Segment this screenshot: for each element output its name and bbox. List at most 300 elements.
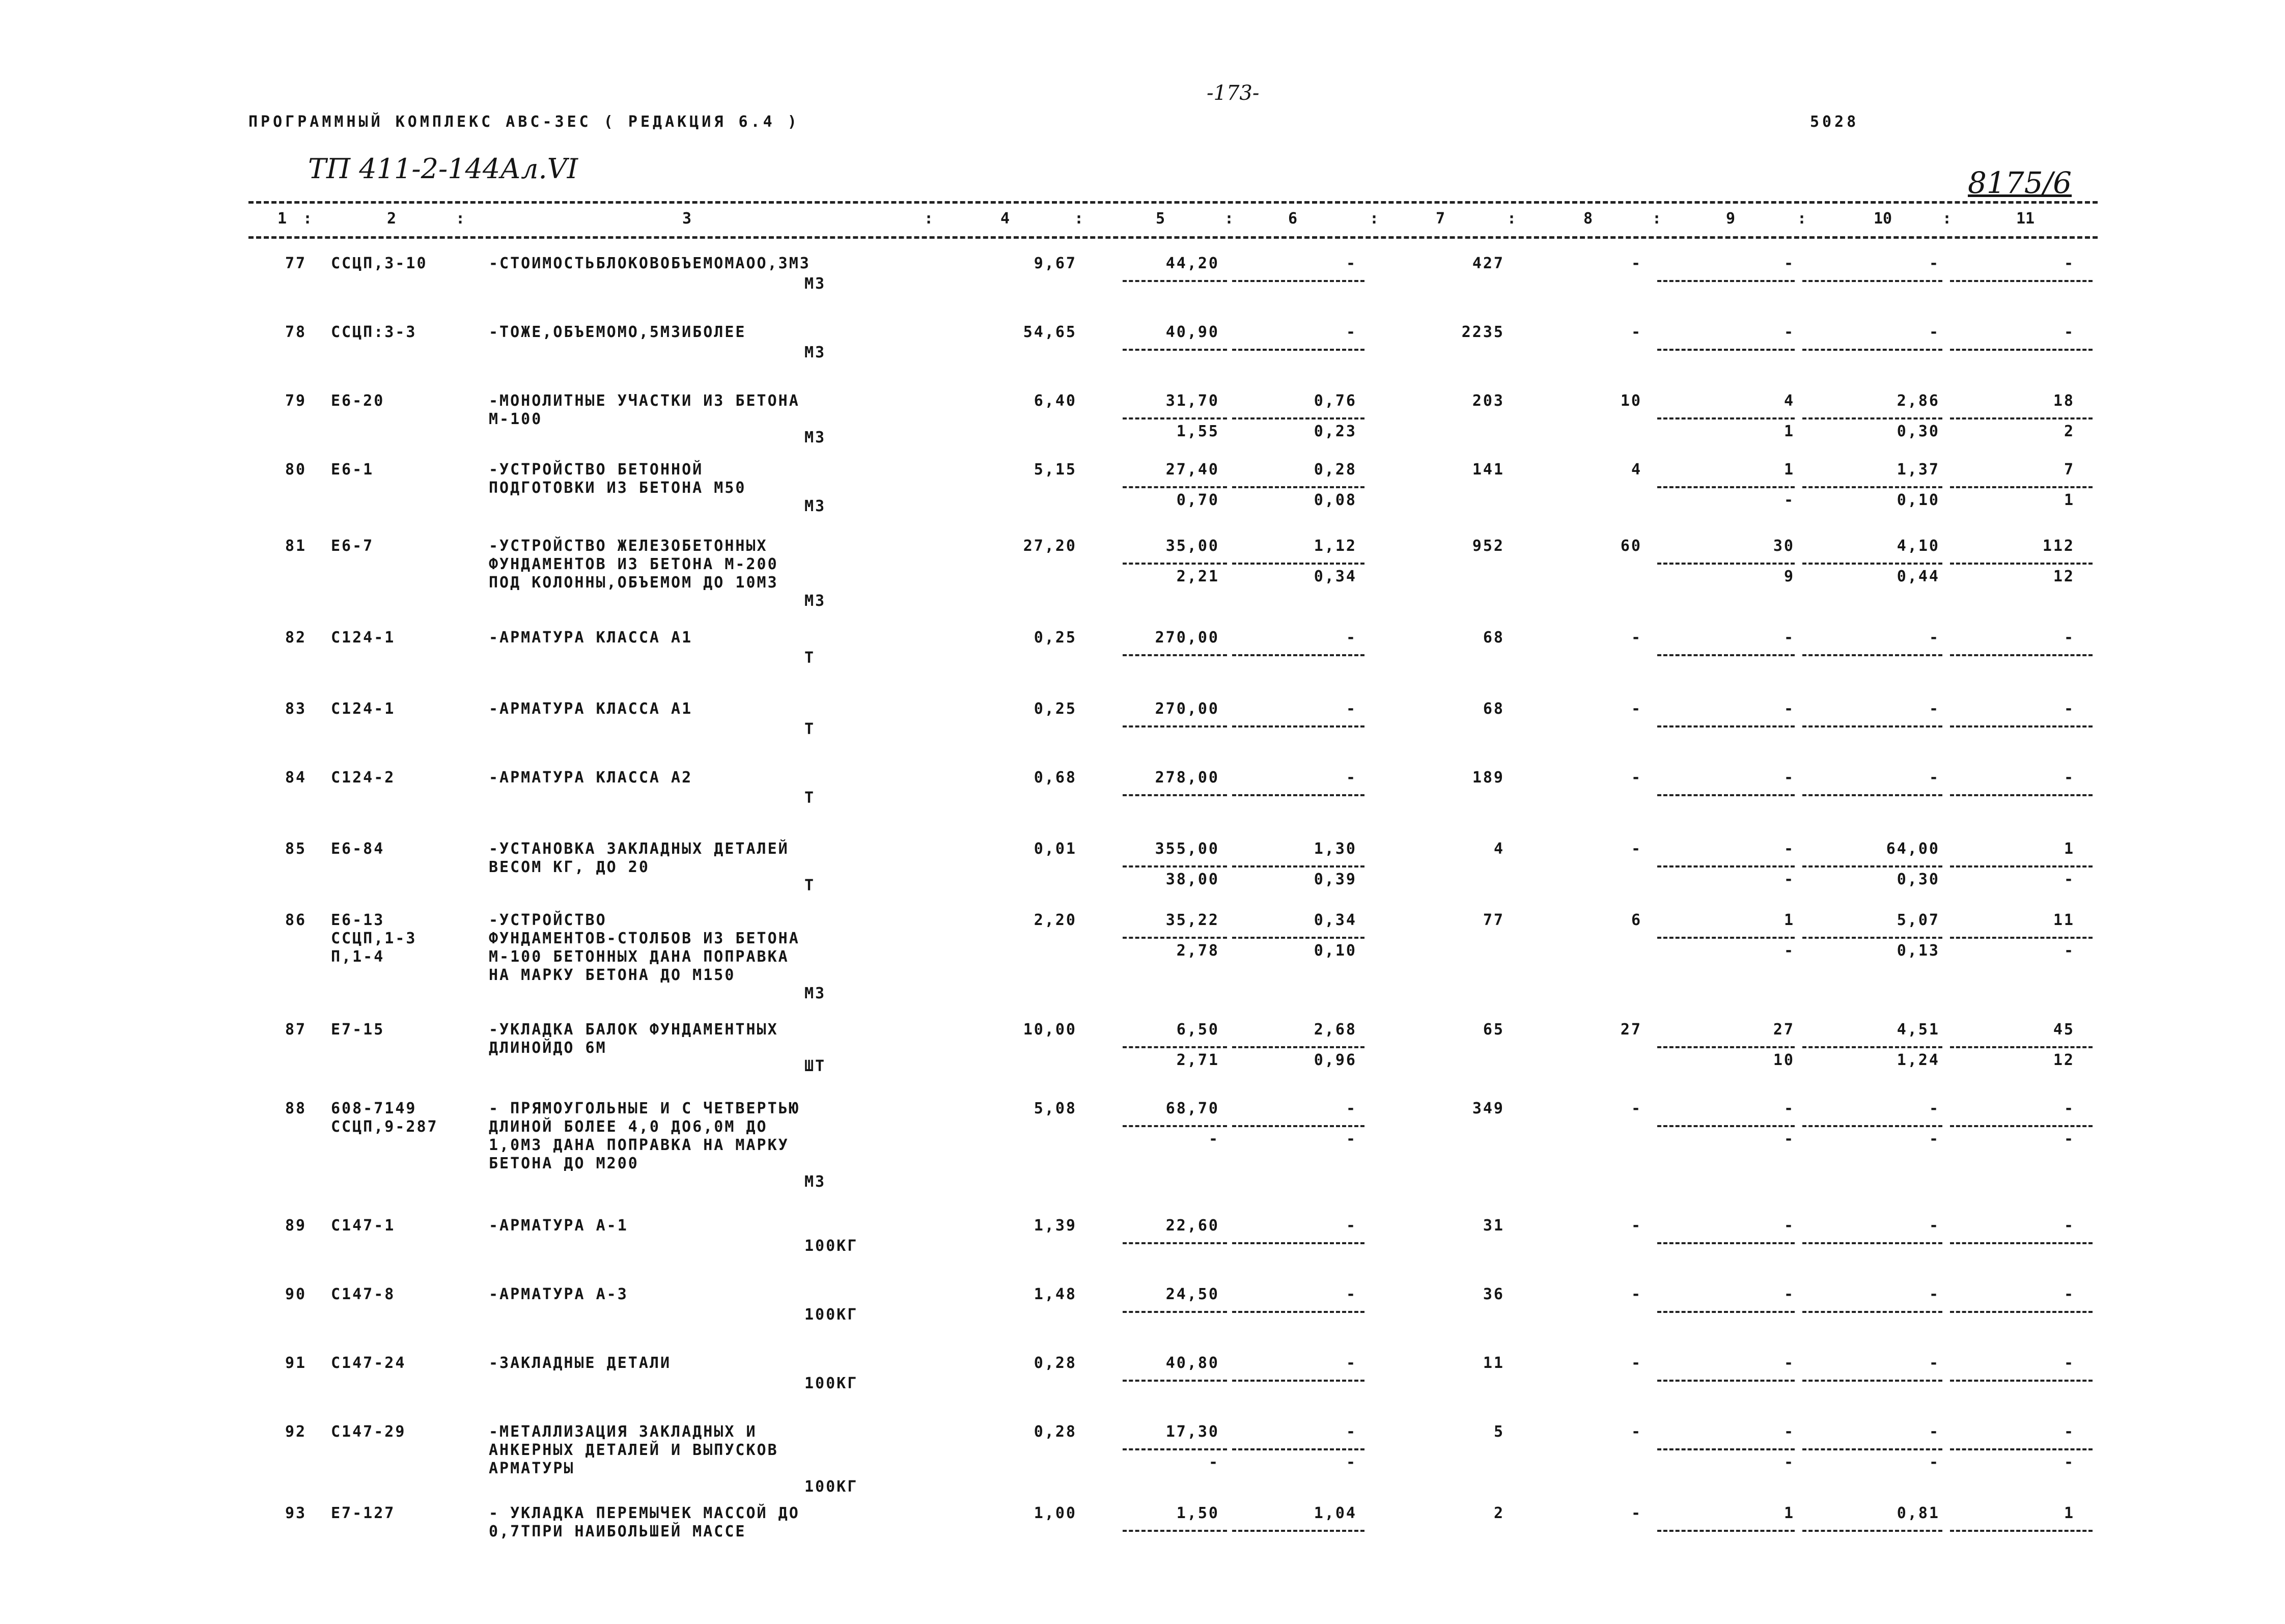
resource-code: ССЦП,1-3 bbox=[331, 930, 417, 947]
cell-c9b: - bbox=[1784, 1453, 1795, 1471]
cell-c9b: - bbox=[1784, 491, 1795, 509]
unit-of-measure: М3 bbox=[804, 592, 826, 610]
value-underline bbox=[1950, 1380, 2093, 1382]
row-number: 82 bbox=[285, 629, 307, 647]
work-description: -УКЛАДКА БАЛОК ФУНДАМЕНТНЫХ bbox=[489, 1021, 778, 1039]
cell-c6b: 0,08 bbox=[1314, 491, 1357, 509]
resource-code: С147-29 bbox=[331, 1423, 406, 1441]
cell-c7: 36 bbox=[1483, 1285, 1504, 1303]
cell-c10: 4,10 bbox=[1897, 537, 1940, 555]
value-underline bbox=[1950, 1046, 2093, 1048]
value-underline bbox=[1232, 725, 1364, 727]
unit-of-measure: 100КГ bbox=[804, 1237, 858, 1255]
cell-c9: - bbox=[1784, 323, 1795, 341]
value-underline bbox=[1802, 1530, 1942, 1532]
row-number: 81 bbox=[285, 537, 307, 555]
job-code: 5028 bbox=[1810, 113, 1859, 131]
value-underline bbox=[1123, 1046, 1227, 1048]
value-underline bbox=[1232, 563, 1364, 565]
value-underline bbox=[1657, 794, 1795, 796]
cell-c6: 1,30 bbox=[1314, 840, 1357, 858]
work-description: М-100 БЕТОННЫХ ДАНА ПОПРАВКА bbox=[489, 948, 789, 966]
cell-c7: 2235 bbox=[1461, 323, 1504, 341]
value-underline bbox=[1802, 1380, 1942, 1382]
work-description: -УСТРОЙСТВО БЕТОННОЙ bbox=[489, 461, 704, 479]
unit-of-measure: Т bbox=[804, 720, 816, 738]
cell-c9: - bbox=[1784, 1285, 1795, 1303]
cell-c10b: 0,30 bbox=[1897, 871, 1940, 888]
cell-c10: - bbox=[1929, 1285, 1940, 1303]
unit-of-measure: 100КГ bbox=[804, 1478, 858, 1496]
column-number: 3 bbox=[682, 210, 692, 228]
header-rule-bottom bbox=[248, 236, 2098, 239]
column-number: 2 bbox=[387, 210, 397, 228]
column-separator: : bbox=[303, 210, 313, 228]
column-number: 9 bbox=[1726, 210, 1736, 228]
column-number: 1 bbox=[277, 210, 287, 228]
work-description: ПОДГОТОВКИ ИЗ БЕТОНА М50 bbox=[489, 479, 746, 497]
cell-c4: 0,25 bbox=[1034, 629, 1077, 647]
cell-c6: - bbox=[1346, 323, 1357, 341]
column-number: 6 bbox=[1288, 210, 1298, 228]
cell-c7: 68 bbox=[1483, 700, 1504, 718]
unit-of-measure: Т bbox=[804, 649, 816, 667]
cell-c7: 427 bbox=[1472, 255, 1504, 272]
cell-c5: 27,40 bbox=[1165, 461, 1219, 479]
row-number: 88 bbox=[285, 1100, 307, 1117]
cell-c4: 6,40 bbox=[1034, 392, 1077, 410]
value-underline bbox=[1232, 654, 1364, 656]
column-separator: : bbox=[456, 210, 465, 228]
value-underline bbox=[1657, 563, 1795, 565]
value-underline bbox=[1657, 280, 1795, 282]
resource-code: С147-24 bbox=[331, 1354, 406, 1372]
column-separator: : bbox=[1942, 210, 1952, 228]
work-description: М-100 bbox=[489, 410, 543, 428]
value-underline bbox=[1657, 1530, 1795, 1532]
resource-code: Е7-15 bbox=[331, 1021, 385, 1039]
cell-c7: 11 bbox=[1483, 1354, 1504, 1372]
cell-c4: 2,20 bbox=[1034, 911, 1077, 929]
cell-c11b: - bbox=[2064, 1130, 2075, 1148]
value-underline bbox=[1657, 1242, 1795, 1244]
value-underline bbox=[1232, 349, 1364, 351]
cell-c4: 9,67 bbox=[1034, 255, 1077, 272]
cell-c8: - bbox=[1631, 769, 1642, 787]
work-description: -УСТРОЙСТВО ЖЕЛЕЗОБЕТОННЫХ bbox=[489, 537, 768, 555]
work-description: -АРМАТУРА КЛАССА А1 bbox=[489, 629, 693, 647]
cell-c4: 10,00 bbox=[1023, 1021, 1077, 1039]
unit-of-measure: 100КГ bbox=[804, 1306, 858, 1324]
cell-c10: - bbox=[1929, 1100, 1940, 1117]
cell-c5b: 2,78 bbox=[1176, 942, 1219, 960]
value-underline bbox=[1232, 1380, 1364, 1382]
cell-c6: - bbox=[1346, 1217, 1357, 1235]
resource-code: Е6-7 bbox=[331, 537, 374, 555]
value-underline bbox=[1657, 486, 1795, 488]
cell-c9: - bbox=[1784, 700, 1795, 718]
cell-c5b: 2,71 bbox=[1176, 1051, 1219, 1069]
row-number: 83 bbox=[285, 700, 307, 718]
unit-of-measure: М3 bbox=[804, 344, 826, 361]
cell-c10: 4,51 bbox=[1897, 1021, 1940, 1039]
work-description: -МЕТАЛЛИЗАЦИЯ ЗАКЛАДНЫХ И bbox=[489, 1423, 757, 1441]
value-underline bbox=[1802, 486, 1942, 488]
cell-c8: 10 bbox=[1620, 392, 1642, 410]
unit-of-measure: Т bbox=[804, 877, 816, 894]
cell-c5: 270,00 bbox=[1155, 629, 1219, 647]
resource-code: Е6-1 bbox=[331, 461, 374, 479]
cell-c11b: 12 bbox=[2053, 568, 2075, 585]
work-description: АРМАТУРЫ bbox=[489, 1460, 575, 1477]
cell-c9: - bbox=[1784, 1217, 1795, 1235]
resource-code: Е6-13 bbox=[331, 911, 385, 929]
unit-of-measure: Т bbox=[804, 789, 816, 807]
value-underline bbox=[1657, 1380, 1795, 1382]
cell-c6: - bbox=[1346, 1423, 1357, 1441]
cell-c8: - bbox=[1631, 1423, 1642, 1441]
cell-c11: 1 bbox=[2064, 840, 2075, 858]
cell-c10: - bbox=[1929, 629, 1940, 647]
cell-c11b: - bbox=[2064, 871, 2075, 888]
cell-c6: - bbox=[1346, 1354, 1357, 1372]
value-underline bbox=[1802, 865, 1942, 867]
cell-c8: - bbox=[1631, 1217, 1642, 1235]
column-number: 4 bbox=[1000, 210, 1010, 228]
cell-c9: 1 bbox=[1784, 461, 1795, 479]
cell-c6b: 0,34 bbox=[1314, 568, 1357, 585]
cell-c9: - bbox=[1784, 1423, 1795, 1441]
cell-c4: 0,68 bbox=[1034, 769, 1077, 787]
cell-c6: - bbox=[1346, 255, 1357, 272]
cell-c8: - bbox=[1631, 1285, 1642, 1303]
cell-c5: 355,00 bbox=[1155, 840, 1219, 858]
cell-c9: 27 bbox=[1773, 1021, 1795, 1039]
header-rule-top bbox=[248, 201, 2098, 204]
cell-c10b: - bbox=[1929, 1130, 1940, 1148]
column-number: 11 bbox=[2016, 210, 2035, 228]
cell-c10: - bbox=[1929, 1217, 1940, 1235]
cell-c6b: - bbox=[1346, 1130, 1357, 1148]
cell-c10: - bbox=[1929, 1423, 1940, 1441]
work-description: БЕТОНА ДО М200 bbox=[489, 1155, 639, 1172]
cell-c4: 0,28 bbox=[1034, 1423, 1077, 1441]
work-description: ДЛИНОЙ БОЛЕЕ 4,0 ДО6,0М ДО bbox=[489, 1118, 768, 1136]
row-number: 93 bbox=[285, 1504, 307, 1522]
cell-c11: - bbox=[2064, 769, 2075, 787]
cell-c8: - bbox=[1631, 1100, 1642, 1117]
cell-c11: 112 bbox=[2042, 537, 2075, 555]
cell-c7: 5 bbox=[1493, 1423, 1504, 1441]
cell-c9b: - bbox=[1784, 942, 1795, 960]
value-underline bbox=[1950, 349, 2093, 351]
column-number-row bbox=[248, 210, 2098, 230]
cell-c5: 17,30 bbox=[1165, 1423, 1219, 1441]
resource-code: 608-7149 bbox=[331, 1100, 417, 1117]
cell-c6b: 0,23 bbox=[1314, 423, 1357, 440]
cell-c7: 2 bbox=[1493, 1504, 1504, 1522]
value-underline bbox=[1232, 794, 1364, 796]
cell-c5: 68,70 bbox=[1165, 1100, 1219, 1117]
unit-of-measure: М3 bbox=[804, 497, 826, 515]
value-underline bbox=[1123, 794, 1227, 796]
cell-c11b: - bbox=[2064, 1453, 2075, 1471]
value-underline bbox=[1950, 937, 2093, 939]
cell-c8: - bbox=[1631, 1354, 1642, 1372]
work-description: ФУНДАМЕНТОВ-СТОЛБОВ ИЗ БЕТОНА bbox=[489, 930, 800, 947]
value-underline bbox=[1123, 1448, 1227, 1450]
row-number: 89 bbox=[285, 1217, 307, 1235]
value-underline bbox=[1950, 1530, 2093, 1532]
unit-of-measure: 100КГ bbox=[804, 1375, 858, 1392]
cell-c11: 45 bbox=[2053, 1021, 2075, 1039]
value-underline bbox=[1123, 1380, 1227, 1382]
page-number: -173- bbox=[1207, 81, 1260, 105]
cell-c7: 65 bbox=[1483, 1021, 1504, 1039]
cell-c7: 68 bbox=[1483, 629, 1504, 647]
cell-c4: 5,08 bbox=[1034, 1100, 1077, 1117]
unit-of-measure: М3 bbox=[804, 1173, 826, 1191]
value-underline bbox=[1802, 1046, 1942, 1048]
work-description: 1,0М3 ДАНА ПОПРАВКА НА МАРКУ bbox=[489, 1136, 789, 1154]
cell-c6: - bbox=[1346, 1285, 1357, 1303]
cell-c10: - bbox=[1929, 255, 1940, 272]
cell-c11: 18 bbox=[2053, 392, 2075, 410]
cell-c7: 189 bbox=[1472, 769, 1504, 787]
work-description: -СТОИМОСТЬБЛОКОВОБЪЕМОМАОО,3М3 bbox=[489, 255, 811, 272]
column-separator: : bbox=[1507, 210, 1517, 228]
cell-c9b: - bbox=[1784, 871, 1795, 888]
cell-c11: - bbox=[2064, 1100, 2075, 1117]
cell-c7: 952 bbox=[1472, 537, 1504, 555]
row-number: 90 bbox=[285, 1285, 307, 1303]
unit-of-measure: М3 bbox=[804, 429, 826, 446]
cell-c5b: 2,21 bbox=[1176, 568, 1219, 585]
value-underline bbox=[1232, 1311, 1364, 1313]
value-underline bbox=[1802, 1125, 1942, 1127]
work-description: -АРМАТУРА КЛАССА А2 bbox=[489, 769, 693, 787]
value-underline bbox=[1232, 1242, 1364, 1244]
cell-c9: - bbox=[1784, 1100, 1795, 1117]
work-description: -ЗАКЛАДНЫЕ ДЕТАЛИ bbox=[489, 1354, 672, 1372]
value-underline bbox=[1123, 937, 1227, 939]
work-description: ФУНДАМЕНТОВ ИЗ БЕТОНА М-200 bbox=[489, 555, 778, 573]
cell-c6: 0,28 bbox=[1314, 461, 1357, 479]
value-underline bbox=[1657, 417, 1795, 419]
cell-c11: - bbox=[2064, 323, 2075, 341]
cell-c10b: 0,10 bbox=[1897, 491, 1940, 509]
cell-c11: - bbox=[2064, 1423, 2075, 1441]
value-underline bbox=[1802, 1448, 1942, 1450]
value-underline bbox=[1232, 1046, 1364, 1048]
cell-c9b: - bbox=[1784, 1130, 1795, 1148]
cell-c10: 5,07 bbox=[1897, 911, 1940, 929]
cell-c4: 0,01 bbox=[1034, 840, 1077, 858]
work-description: ДЛИНОЙДО 6М bbox=[489, 1039, 607, 1057]
value-underline bbox=[1123, 563, 1227, 565]
cell-c11b: - bbox=[2064, 942, 2075, 960]
resource-code: С147-8 bbox=[331, 1285, 396, 1303]
row-number: 87 bbox=[285, 1021, 307, 1039]
cell-c8: - bbox=[1631, 1504, 1642, 1522]
cell-c5: 40,90 bbox=[1165, 323, 1219, 341]
value-underline bbox=[1657, 1046, 1795, 1048]
cell-c8: 27 bbox=[1620, 1021, 1642, 1039]
row-number: 92 bbox=[285, 1423, 307, 1441]
value-underline bbox=[1950, 1448, 2093, 1450]
value-underline bbox=[1123, 1311, 1227, 1313]
value-underline bbox=[1123, 349, 1227, 351]
cell-c11: 11 bbox=[2053, 911, 2075, 929]
column-number: 5 bbox=[1156, 210, 1165, 228]
cell-c10: - bbox=[1929, 700, 1940, 718]
work-description: - ПРЯМОУГОЛЬНЫЕ И С ЧЕТВЕРТЬЮ bbox=[489, 1100, 800, 1117]
cell-c6: - bbox=[1346, 700, 1357, 718]
cell-c7: 141 bbox=[1472, 461, 1504, 479]
cell-c10: - bbox=[1929, 769, 1940, 787]
unit-of-measure: М3 bbox=[804, 985, 826, 1002]
cell-c7: 349 bbox=[1472, 1100, 1504, 1117]
value-underline bbox=[1232, 1125, 1364, 1127]
work-description: - УКЛАДКА ПЕРЕМЫЧЕК МАССОЙ ДО bbox=[489, 1504, 800, 1522]
resource-code: ССЦП:3-3 bbox=[331, 323, 417, 341]
cell-c5: 31,70 bbox=[1165, 392, 1219, 410]
column-number: 8 bbox=[1583, 210, 1593, 228]
cell-c10: 2,86 bbox=[1897, 392, 1940, 410]
value-underline bbox=[1950, 1311, 2093, 1313]
value-underline bbox=[1123, 654, 1227, 656]
cell-c5: 35,22 bbox=[1165, 911, 1219, 929]
cell-c4: 0,28 bbox=[1034, 1354, 1077, 1372]
resource-code: С147-1 bbox=[331, 1217, 396, 1235]
work-description: АНКЕРНЫХ ДЕТАЛЕЙ И ВЫПУСКОВ bbox=[489, 1441, 778, 1459]
value-underline bbox=[1657, 865, 1795, 867]
value-underline bbox=[1232, 1530, 1364, 1532]
value-underline bbox=[1950, 1242, 2093, 1244]
cell-c5: 6,50 bbox=[1176, 1021, 1219, 1039]
value-underline bbox=[1950, 794, 2093, 796]
cell-c5: 35,00 bbox=[1165, 537, 1219, 555]
cell-c8: - bbox=[1631, 700, 1642, 718]
column-separator: : bbox=[1370, 210, 1379, 228]
cell-c5: 44,20 bbox=[1165, 255, 1219, 272]
cell-c4: 1,00 bbox=[1034, 1504, 1077, 1522]
cell-c11: - bbox=[2064, 629, 2075, 647]
value-underline bbox=[1950, 865, 2093, 867]
value-underline bbox=[1657, 937, 1795, 939]
cell-c6: - bbox=[1346, 629, 1357, 647]
cell-c10: - bbox=[1929, 323, 1940, 341]
cell-c7: 31 bbox=[1483, 1217, 1504, 1235]
cell-c5: 1,50 bbox=[1176, 1504, 1219, 1522]
cell-c5b: 0,70 bbox=[1176, 491, 1219, 509]
cell-c8: 4 bbox=[1631, 461, 1642, 479]
cell-c6b: 0,39 bbox=[1314, 871, 1357, 888]
value-underline bbox=[1657, 1311, 1795, 1313]
cell-c11: - bbox=[2064, 700, 2075, 718]
cell-c5b: - bbox=[1208, 1130, 1219, 1148]
cell-c11b: 12 bbox=[2053, 1051, 2075, 1069]
value-underline bbox=[1657, 1125, 1795, 1127]
cell-c6b: 0,10 bbox=[1314, 942, 1357, 960]
column-separator: : bbox=[1652, 210, 1662, 228]
value-underline bbox=[1232, 937, 1364, 939]
value-underline bbox=[1123, 865, 1227, 867]
column-separator: : bbox=[1224, 210, 1234, 228]
value-underline bbox=[1657, 1448, 1795, 1450]
column-number: 10 bbox=[1874, 210, 1892, 228]
row-number: 85 bbox=[285, 840, 307, 858]
cell-c4: 27,20 bbox=[1023, 537, 1077, 555]
cell-c11: - bbox=[2064, 1354, 2075, 1372]
cell-c9: 1 bbox=[1784, 911, 1795, 929]
work-description: -ТОЖЕ,ОБЪЕМОМО,5М3ИБОЛЕЕ bbox=[489, 323, 746, 341]
value-underline bbox=[1657, 725, 1795, 727]
cell-c6b: - bbox=[1346, 1453, 1357, 1471]
value-underline bbox=[1123, 486, 1227, 488]
cell-c7: 203 bbox=[1472, 392, 1504, 410]
value-underline bbox=[1950, 417, 2093, 419]
work-description: 0,7ТПРИ НАИБОЛЬШЕЙ МАССЕ bbox=[489, 1523, 746, 1541]
value-underline bbox=[1950, 563, 2093, 565]
cell-c11: - bbox=[2064, 1285, 2075, 1303]
cell-c6: 0,34 bbox=[1314, 911, 1357, 929]
column-separator: : bbox=[1074, 210, 1084, 228]
value-underline bbox=[1802, 1242, 1942, 1244]
row-number: 84 bbox=[285, 769, 307, 787]
cell-c10b: 0,30 bbox=[1897, 423, 1940, 440]
cell-c10b: 0,44 bbox=[1897, 568, 1940, 585]
cell-c6: - bbox=[1346, 1100, 1357, 1117]
resource-code: С124-1 bbox=[331, 629, 396, 647]
unit-of-measure: М3 bbox=[804, 275, 826, 293]
column-number: 7 bbox=[1436, 210, 1445, 228]
cell-c9: 30 bbox=[1773, 537, 1795, 555]
cell-c5b: 1,55 bbox=[1176, 423, 1219, 440]
cell-c9b: 9 bbox=[1784, 568, 1795, 585]
cell-c8: - bbox=[1631, 840, 1642, 858]
cell-c4: 54,65 bbox=[1023, 323, 1077, 341]
cell-c9b: 10 bbox=[1773, 1051, 1795, 1069]
work-description: -МОНОЛИТНЫЕ УЧАСТКИ ИЗ БЕТОНА bbox=[489, 392, 800, 410]
work-description: -АРМАТУРА А-1 bbox=[489, 1217, 628, 1235]
cell-c5: 270,00 bbox=[1155, 700, 1219, 718]
value-underline bbox=[1232, 865, 1364, 867]
cell-c11: 7 bbox=[2064, 461, 2075, 479]
resource-code: Е7-127 bbox=[331, 1504, 396, 1522]
resource-code: С124-1 bbox=[331, 700, 396, 718]
cell-c9b: 1 bbox=[1784, 423, 1795, 440]
cell-c11b: 2 bbox=[2064, 423, 2075, 440]
value-underline bbox=[1802, 417, 1942, 419]
resource-code: П,1-4 bbox=[331, 948, 385, 966]
cell-c6: 2,68 bbox=[1314, 1021, 1357, 1039]
work-description: ВЕСОМ КГ, ДО 20 bbox=[489, 858, 650, 876]
work-description: НА МАРКУ БЕТОНА ДО М150 bbox=[489, 966, 736, 984]
cell-c9: - bbox=[1784, 769, 1795, 787]
column-separator: : bbox=[1797, 210, 1807, 228]
work-description: -УСТРОЙСТВО bbox=[489, 911, 607, 929]
value-underline bbox=[1123, 1125, 1227, 1127]
cell-c7: 77 bbox=[1483, 911, 1504, 929]
cell-c11b: 1 bbox=[2064, 491, 2075, 509]
value-underline bbox=[1802, 349, 1942, 351]
work-description: ПОД КОЛОННЫ,ОБЪЕМОМ ДО 10М3 bbox=[489, 574, 778, 592]
cell-c5b: 38,00 bbox=[1165, 871, 1219, 888]
value-underline bbox=[1123, 1242, 1227, 1244]
cell-c4: 1,39 bbox=[1034, 1217, 1077, 1235]
work-description: -АРМАТУРА КЛАССА А1 bbox=[489, 700, 693, 718]
